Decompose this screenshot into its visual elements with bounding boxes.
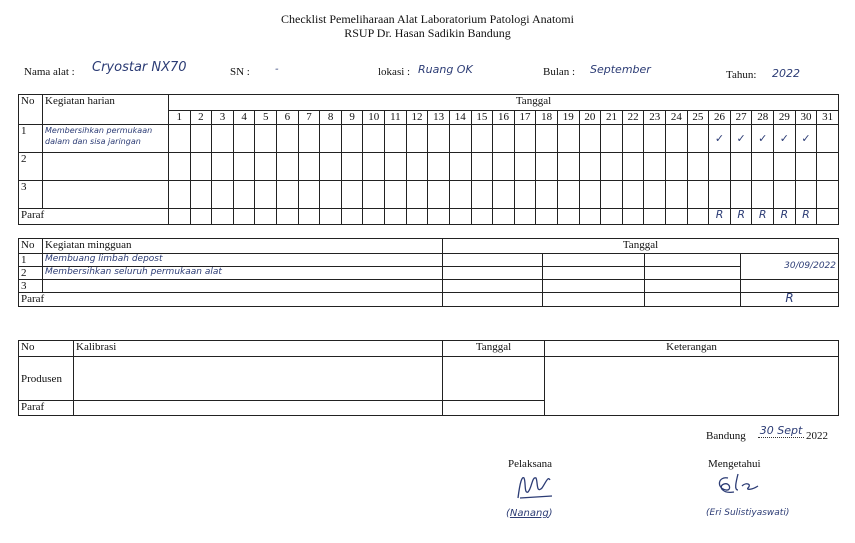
pelaksana-name-wrap: (Nanang) [506,508,553,519]
tahun-label: Tahun: [726,69,757,81]
daily-check-cell [514,153,536,181]
pelaksana-label: Pelaksana [508,458,552,470]
daily-paraf-cell [449,209,471,225]
daily-check-cell [752,181,774,209]
daily-paraf-cell: R [774,209,796,225]
daily-paraf-cell [233,209,255,225]
daily-check-cell [601,125,623,153]
day-number-header: 7 [298,111,320,125]
daily-paraf-cell: R [730,209,752,225]
weekly-activity-header: Kegiatan mingguan [43,239,443,254]
daily-check-cell [406,181,428,209]
daily-check-cell [298,181,320,209]
mengetahui-name: Eri Sulistiyaswati [709,508,786,518]
daily-check-cell [514,125,536,153]
daily-check-cell: ✓ [774,125,796,153]
daily-paraf-cell [428,209,450,225]
daily-check-cell [277,181,299,209]
weekly-no-header: No [19,239,43,254]
daily-row-activity [43,181,169,209]
daily-paraf-cell [817,209,839,225]
daily-check-cell [233,125,255,153]
daily-paraf-cell [493,209,515,225]
day-number-header: 10 [363,111,385,125]
daily-check-cell [730,181,752,209]
daily-check-cell [557,181,579,209]
daily-check-cell [320,125,342,153]
daily-check-cell [644,153,666,181]
daily-paraf-cell: R [795,209,817,225]
daily-check-cell [493,125,515,153]
daily-check-cell [536,181,558,209]
daily-paraf-cell [644,209,666,225]
mengetahui-signature [712,468,772,501]
daily-check-cell [449,181,471,209]
weekly-checklist-table [18,238,839,307]
daily-paraf-cell [471,209,493,225]
daily-check-cell [320,181,342,209]
daily-paraf-cell [601,209,623,225]
daily-date-header: Tanggal [169,95,839,111]
daily-row-activity [43,153,169,181]
day-number-header: 6 [277,111,299,125]
daily-check-cell [169,153,191,181]
day-number-header: 19 [557,111,579,125]
daily-paraf-cell: R [752,209,774,225]
calibration-kalibrasi-header: Kalibrasi [74,341,443,357]
daily-check-cell [730,153,752,181]
daily-paraf-cell [169,209,191,225]
daily-check-cell [471,181,493,209]
nama-alat-label: Nama alat : [24,66,75,78]
daily-check-cell [493,153,515,181]
daily-check-cell [687,125,709,153]
daily-check-cell: ✓ [730,125,752,153]
daily-check-cell [449,153,471,181]
mengetahui-label: Mengetahui [708,458,761,470]
daily-row-no: 1 [19,125,43,153]
daily-check-cell [363,125,385,153]
day-number-header: 24 [666,111,688,125]
day-number-header: 26 [709,111,731,125]
daily-check-cell [212,153,234,181]
daily-check-cell [709,153,731,181]
daily-check-cell [341,153,363,181]
weekly-date-header: Tanggal [443,239,839,254]
day-number-header: 22 [622,111,644,125]
calibration-tanggal-header: Tanggal [443,341,545,357]
day-number-header: 23 [644,111,666,125]
pelaksana-signature [510,468,560,507]
day-number-header: 31 [817,111,839,125]
daily-paraf-cell [406,209,428,225]
day-number-header: 14 [449,111,471,125]
daily-check-cell [709,181,731,209]
daily-check-cell [774,153,796,181]
daily-check-cell [385,153,407,181]
mengetahui-name-wrap: (Eri Sulistiyaswati) [706,508,790,518]
daily-row-activity: Membersihkan permukaan dalam dan sisa jaringan [43,125,169,153]
footer-place: Bandung [706,430,746,442]
daily-paraf-cell [212,209,234,225]
daily-check-cell [644,181,666,209]
daily-check-cell [298,125,320,153]
daily-check-cell [795,181,817,209]
bulan-label: Bulan : [543,66,576,78]
day-number-header: 3 [212,111,234,125]
weekly-row-activity [43,280,443,293]
daily-paraf-cell [341,209,363,225]
daily-check-cell [233,153,255,181]
daily-check-cell [579,153,601,181]
nama-alat-value: Cryostar NX70 [92,60,187,75]
daily-check-cell [557,153,579,181]
daily-check-cell [385,125,407,153]
daily-paraf-cell [320,209,342,225]
footer-year: 2022 [806,430,828,442]
weekly-row-no: 2 [19,267,43,280]
sn-label: SN : [230,66,250,78]
pelaksana-name: Nanang [509,508,549,519]
daily-check-cell [471,153,493,181]
day-number-header: 27 [730,111,752,125]
daily-paraf-cell [255,209,277,225]
daily-check-cell: ✓ [709,125,731,153]
day-number-header: 21 [601,111,623,125]
daily-check-cell [774,181,796,209]
daily-check-cell [601,153,623,181]
daily-paraf-cell [190,209,212,225]
weekly-paraf-mark: R [741,293,839,307]
day-number-header: 20 [579,111,601,125]
daily-check-cell [341,125,363,153]
sn-value: - [275,64,279,75]
daily-check-cell [557,125,579,153]
daily-paraf-cell [385,209,407,225]
weekly-paraf-label: Paraf [19,293,443,307]
daily-paraf-label: Paraf [19,209,169,225]
daily-check-cell [255,181,277,209]
daily-paraf-cell [622,209,644,225]
daily-check-cell [190,153,212,181]
daily-check-cell [493,181,515,209]
daily-check-cell [449,125,471,153]
daily-check-cell [406,125,428,153]
day-number-header: 5 [255,111,277,125]
lokasi-label: lokasi : [378,66,411,78]
daily-check-cell [298,153,320,181]
document-title: Checklist Pemeliharaan Alat Laboratorium Patologi Anatomi [281,12,574,26]
lokasi-value: Ruang OK [418,63,473,76]
weekly-row-no: 1 [19,254,43,267]
weekly-row-no: 3 [19,280,43,293]
day-number-header: 8 [320,111,342,125]
daily-paraf-cell [687,209,709,225]
daily-check-cell [687,153,709,181]
bulan-value: September [590,63,651,76]
daily-check-cell [795,153,817,181]
daily-activity-header: Kegiatan harian [43,95,169,125]
daily-check-cell [666,153,688,181]
daily-paraf-cell [536,209,558,225]
daily-check-cell [341,181,363,209]
daily-paraf-cell: R [709,209,731,225]
daily-check-cell [212,181,234,209]
daily-check-cell [428,181,450,209]
daily-check-cell [406,153,428,181]
daily-check-cell [644,125,666,153]
daily-check-cell: ✓ [752,125,774,153]
daily-check-cell [601,181,623,209]
daily-check-cell [255,153,277,181]
daily-check-cell: ✓ [795,125,817,153]
daily-check-cell [363,153,385,181]
daily-check-cell [817,181,839,209]
daily-paraf-cell [579,209,601,225]
day-number-header: 13 [428,111,450,125]
day-number-header: 4 [233,111,255,125]
daily-check-cell [363,181,385,209]
calibration-paraf-label: Paraf [19,401,74,416]
daily-check-cell [514,181,536,209]
daily-check-cell [817,125,839,153]
day-number-header: 2 [190,111,212,125]
daily-check-cell [579,125,601,153]
daily-check-cell [190,181,212,209]
day-number-header: 29 [774,111,796,125]
calibration-table [18,340,839,416]
daily-paraf-cell [298,209,320,225]
day-number-header: 28 [752,111,774,125]
day-number-header: 17 [514,111,536,125]
calibration-produsen-label: Produsen [19,357,74,401]
day-number-header: 18 [536,111,558,125]
document-subtitle: RSUP Dr. Hasan Sadikin Bandung [344,26,511,40]
daily-check-cell [687,181,709,209]
daily-paraf-cell [514,209,536,225]
daily-no-header: No [19,95,43,125]
daily-check-cell [666,125,688,153]
daily-check-cell [277,125,299,153]
daily-check-cell [752,153,774,181]
daily-check-cell [212,125,234,153]
tahun-value: 2022 [772,67,800,80]
calibration-no-header: No [19,341,74,357]
daily-check-cell [428,153,450,181]
daily-check-cell [622,125,644,153]
daily-check-cell [169,125,191,153]
daily-row-no: 3 [19,181,43,209]
daily-checklist-table [18,94,839,225]
daily-check-cell [255,125,277,153]
day-number-header: 9 [341,111,363,125]
calibration-keterangan-header: Keterangan [545,341,839,357]
day-number-header: 30 [795,111,817,125]
weekly-date-entry: 30/09/2022 [741,254,839,280]
weekly-row-activity: Membuang limbah depost [43,254,443,267]
day-number-header: 15 [471,111,493,125]
daily-check-cell [622,153,644,181]
daily-check-cell [579,181,601,209]
daily-check-cell [536,125,558,153]
daily-check-cell [190,125,212,153]
footer-date: 30 Sept [759,424,803,437]
daily-check-cell [385,181,407,209]
day-number-header: 16 [493,111,515,125]
daily-row-no: 2 [19,153,43,181]
daily-check-cell [169,181,191,209]
day-number-header: 1 [169,111,191,125]
daily-check-cell [233,181,255,209]
daily-paraf-cell [666,209,688,225]
day-number-header: 25 [687,111,709,125]
daily-check-cell [277,153,299,181]
daily-paraf-cell [277,209,299,225]
daily-check-cell [817,153,839,181]
day-number-header: 12 [406,111,428,125]
daily-check-cell [471,125,493,153]
daily-check-cell [666,181,688,209]
daily-paraf-cell [557,209,579,225]
daily-check-cell [622,181,644,209]
daily-check-cell [536,153,558,181]
weekly-row-activity: Membersihkan seluruh permukaan alat [43,267,443,280]
daily-paraf-cell [363,209,385,225]
day-number-header: 11 [385,111,407,125]
daily-check-cell [428,125,450,153]
daily-check-cell [320,153,342,181]
